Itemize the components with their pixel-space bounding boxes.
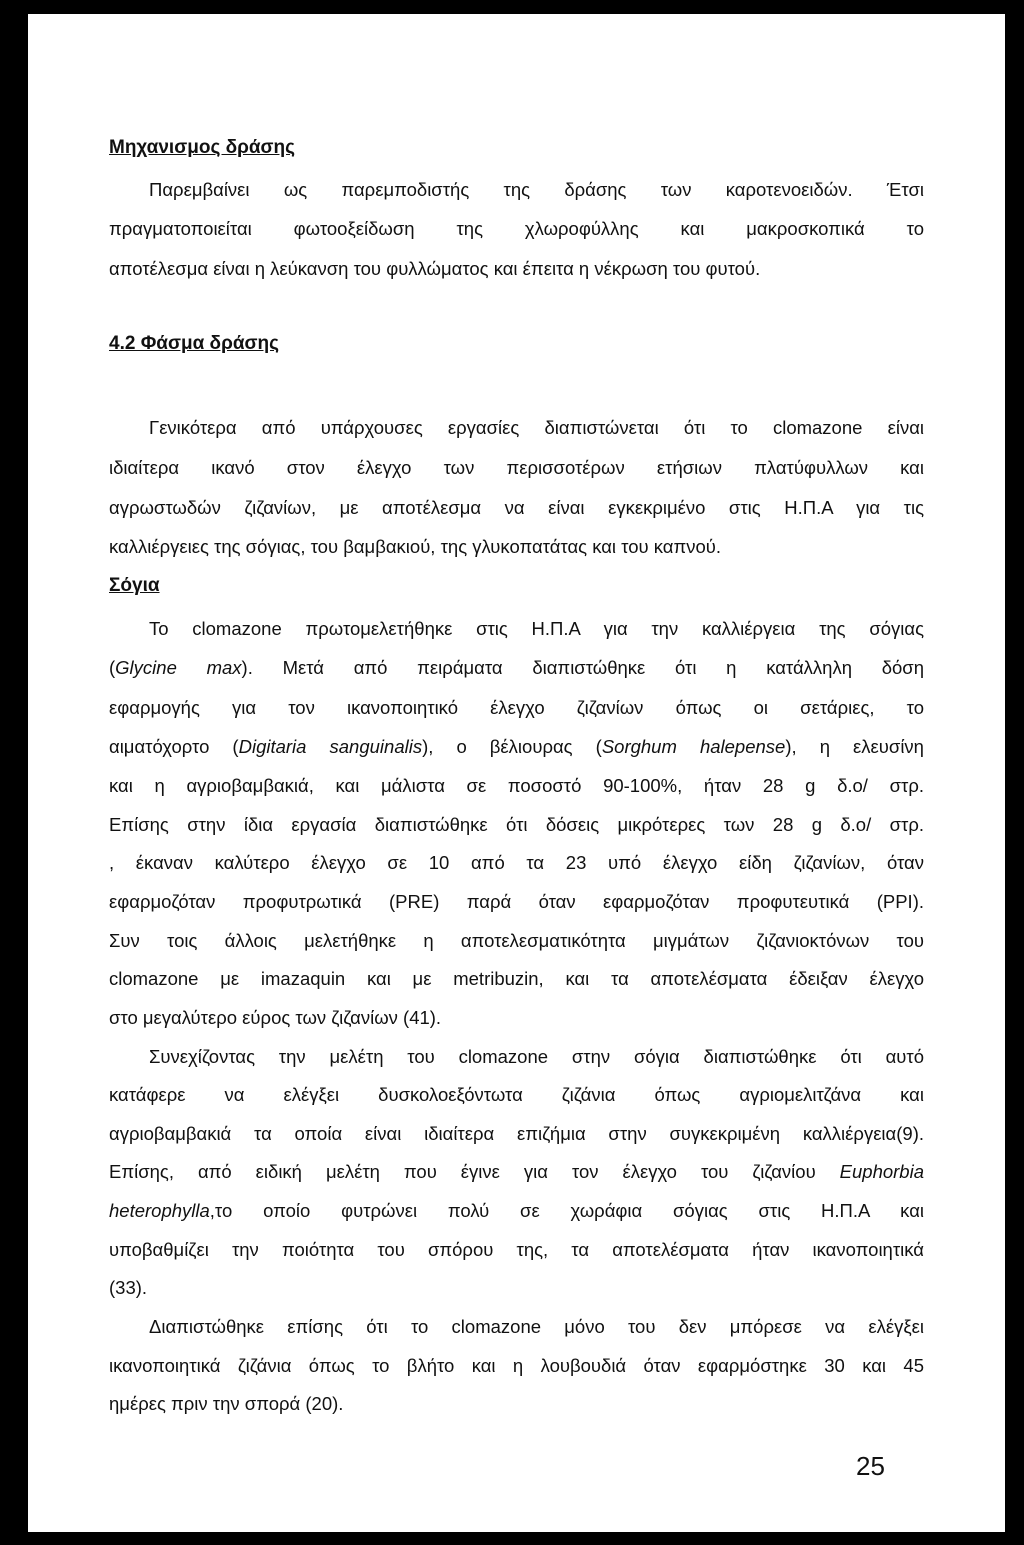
para2-line-6: υποβαθμίζει την ποιότητα του σπόρου της, τα αποτελέσματα ήταν ικανοποιητικά (109, 1239, 924, 1260)
soy-line-6: Επίσης στην ίδια εργασία διαπιστώθηκε ότι δόσεις μικρότερες των 28 g δ.ο/ στρ. (109, 814, 924, 835)
soy-line-1: Το clomazone πρωτομελετήθηκε στις Η.Π.Α για την καλλιέργεια της σόγιας (149, 618, 924, 639)
soy-line-11: στο μεγαλύτερο εύρος των ζιζανίων (41). (109, 1007, 442, 1028)
spectrum-line-4: καλλιέργειες της σόγιας, του βαμβακιού, της γλυκοπατάτας και του καπνού. (109, 536, 722, 557)
latin-sorghum: Sorghum halepense (601, 736, 786, 757)
soy-line-10: clomazone με imazaquin και με metribuzin, και τα αποτελέσματα έδειξαν έλεγχο (109, 968, 924, 989)
soy-line-2 (109, 656, 924, 680)
soy-line-5: και η αγριοβαμβακιά, και μάλιστα σε ποσοστό 90-100%, ήταν 28 g δ.ο/ στρ. (109, 775, 924, 796)
para2-line-2: κατάφερε να ελέγξει δυσκολοεξόντωτα ζιζάνια όπως αγριομελιτζάνα και (109, 1084, 924, 1105)
para2-line-1: Συνεχίζοντας την μελέτη του clomazone στην σόγια διαπιστώθηκε ότι αυτό (149, 1046, 924, 1067)
soy-line-2-paren: ( (109, 657, 116, 678)
spectrum-line-2: ιδιαίτερα ικανό στον έλεγχο των περισσοτέρων ετήσιων πλατύφυλλων και (109, 457, 924, 478)
soy-line-4-b: ), ο βέλιουρας ( (422, 736, 602, 757)
para3-line-3: ημέρες πριν την σπορά (20). (109, 1393, 344, 1414)
para3-line-2: ικανοποιητικά ζιζάνια όπως το βλήτο και η λουβουδιά όταν εφαρμόστηκε 30 και 45 (109, 1355, 924, 1376)
para3-line-1: Διαπιστώθηκε επίσης ότι το clomazone μόνο του δεν μπόρεσε να ελέγξει (149, 1316, 924, 1337)
para2-line-5 (109, 1199, 924, 1223)
mechanism-line-1: Παρεμβαίνει ως παρεμποδιστής της δράσης των καροτενοειδών. Έτσι (149, 179, 924, 200)
para2-line-3: αγριοβαμβακιά τα οποία είναι ιδιαίτερα επιζήμια στην συγκεκριμένη καλλιέργεια(9). (109, 1123, 924, 1144)
soy-line-9: Συν τοις άλλοις μελετήθηκε η αποτελεσματικότητα μιγμάτων ζιζανιοκτόνων του (109, 930, 924, 951)
spectrum-line-1: Γενικότερα από υπάρχουσες εργασίες διαπιστώνεται ότι το clomazone είναι (149, 417, 924, 438)
latin-heterophylla: heterophylla (109, 1200, 210, 1221)
soy-line-4-c: ), η ελευσίνη (785, 736, 924, 757)
heading-spectrum: 4.2 Φάσμα δράσης (109, 333, 279, 354)
soy-line-4-a: αιματόχορτο ( (109, 736, 239, 757)
heading-mechanism: Μηχανισμος δράσης (109, 137, 296, 158)
para2-line-4 (109, 1160, 924, 1184)
heading-soy: Σόγια (109, 575, 160, 596)
spectrum-line-3: αγρωστωδών ζιζανίων, με αποτέλεσμα να είναι εγκεκριμένο στις Η.Π.Α για τις (109, 497, 924, 518)
document-page (28, 14, 1005, 1532)
para2-line-7: (33). (109, 1277, 148, 1298)
page-number: 25 (856, 1451, 885, 1481)
soy-line-2-rest: ). Μετά από πειράματα διαπιστώθηκε ότι η κατάλληλη δόση (241, 657, 925, 678)
soy-line-8: εφαρμοζόταν προφυτρωτικά (PRE) παρά όταν εφαρμοζόταν προφυτευτικά (PPI). (109, 891, 924, 912)
para2-line-4-a: Επίσης, από ειδική μελέτη που έγινε για τον έλεγχο του ζιζανίου (109, 1161, 840, 1182)
soy-line-4 (109, 735, 924, 759)
para2-line-5-rest: ,το οποίο φυτρώνει πολύ σε χωράφια σόγιας στις Η.Π.Α και (209, 1200, 924, 1221)
mechanism-line-2: πραγματοποιείται φωτοοξείδωση της χλωροφύλλης και μακροσκοπικά το (109, 218, 924, 239)
soy-line-3: εφαρμογής για τον ικανοποιητικό έλεγχο ζιζανίων όπως οι σετάριες, το (109, 697, 924, 718)
latin-euphorbia: Euphorbia (839, 1161, 924, 1182)
latin-digitaria: Digitaria sanguinalis (238, 736, 423, 757)
latin-glycine-max: Glycine max (115, 657, 242, 678)
mechanism-line-3: αποτέλεσμα είναι η λεύκανση του φυλλώματος και έπειτα η νέκρωση του φυτού. (109, 258, 761, 279)
soy-line-7: , έκαναν καλύτερο έλεγχο σε 10 από τα 23 υπό έλεγχο είδη ζιζανίων, όταν (109, 852, 924, 873)
